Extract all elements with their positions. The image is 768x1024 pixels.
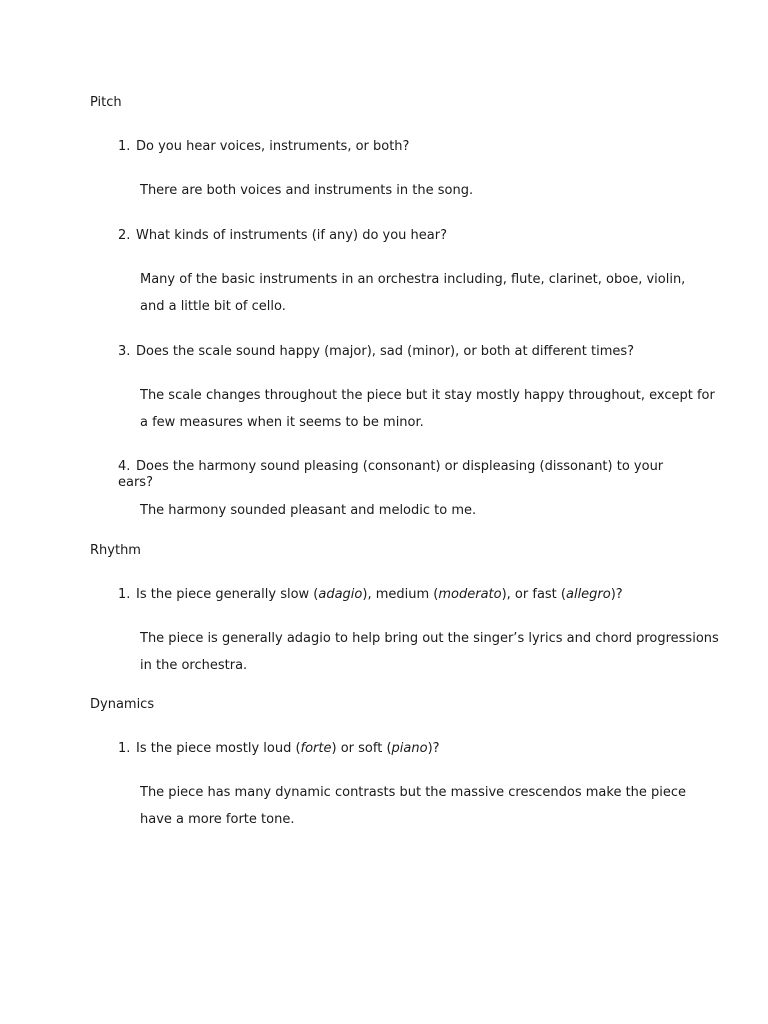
- answer-line: a few measures when it seems to be minor.: [140, 414, 424, 430]
- answer-pitch-4: [140, 498, 700, 525]
- answer-line: have a more forte tone.: [140, 811, 295, 827]
- question-text-part: )?: [610, 587, 623, 602]
- question-text: What kinds of instruments (if any) do you hear?: [136, 228, 447, 243]
- answer-pitch-3: [140, 383, 715, 436]
- answer-pitch-2: [140, 267, 700, 320]
- question-number: 3.: [118, 344, 131, 359]
- dynamic-term-forte: forte: [300, 741, 332, 756]
- question-number: 2.: [118, 228, 131, 243]
- section-heading-dynamics: Dynamics: [90, 697, 155, 712]
- question-number: 1.: [118, 139, 131, 154]
- answer-line: in the orchestra.: [140, 657, 248, 673]
- tempo-term-adagio: adagio: [318, 587, 363, 602]
- answer-dynamics-1: [140, 780, 700, 833]
- question-text: Does the harmony sound pleasing (consonant) or displeasing (dissonant) to your ears?: [118, 459, 664, 490]
- question-text-part: Is the piece mostly loud (: [136, 741, 301, 756]
- question-pitch-3: [118, 344, 698, 360]
- answer-line: Many of the basic instruments in an orchestra including, flute, clarinet, oboe, violin,: [140, 272, 686, 287]
- answer-line: The piece has many dynamic contrasts but the massive crescendos make the piece: [140, 785, 687, 800]
- question-text: Does the scale sound happy (major), sad (minor), or both at different times?: [136, 344, 635, 359]
- question-text-part: ), or fast (: [501, 587, 566, 602]
- answer-line: and a little bit of cello.: [140, 298, 286, 314]
- question-text-part: Is the piece generally slow (: [136, 587, 319, 602]
- question-text-part: ), medium (: [362, 587, 439, 602]
- question-number: 1.: [118, 587, 131, 602]
- answer-rhythm-1: [140, 626, 719, 679]
- section-heading-pitch: Pitch: [90, 95, 122, 110]
- tempo-term-allegro: allegro: [565, 587, 611, 602]
- tempo-term-moderato: moderato: [438, 587, 502, 602]
- answer-line: The piece is generally adagio to help bring out the singer’s lyrics and chord progressions: [140, 631, 719, 646]
- question-pitch-2: [118, 228, 698, 244]
- question-dynamics-1: [118, 741, 698, 757]
- answer-pitch-1: [140, 178, 700, 205]
- question-number: 1.: [118, 741, 131, 756]
- question-text-part: ) or soft (: [331, 741, 392, 756]
- question-number: 4.: [118, 459, 131, 474]
- answer-line: The harmony sounded pleasant and melodic to me.: [140, 503, 477, 518]
- dynamic-term-piano: piano: [391, 741, 428, 756]
- question-text-part: )?: [427, 741, 440, 756]
- question-pitch-4: [118, 459, 698, 491]
- question-pitch-1: [118, 139, 698, 155]
- question-text: Do you hear voices, instruments, or both?: [136, 139, 410, 154]
- section-heading-rhythm: Rhythm: [90, 543, 141, 558]
- answer-line: There are both voices and instruments in the song.: [140, 183, 474, 198]
- question-rhythm-1: [118, 587, 698, 603]
- answer-line: The scale changes throughout the piece but it stay mostly happy throughout, except for: [140, 388, 715, 403]
